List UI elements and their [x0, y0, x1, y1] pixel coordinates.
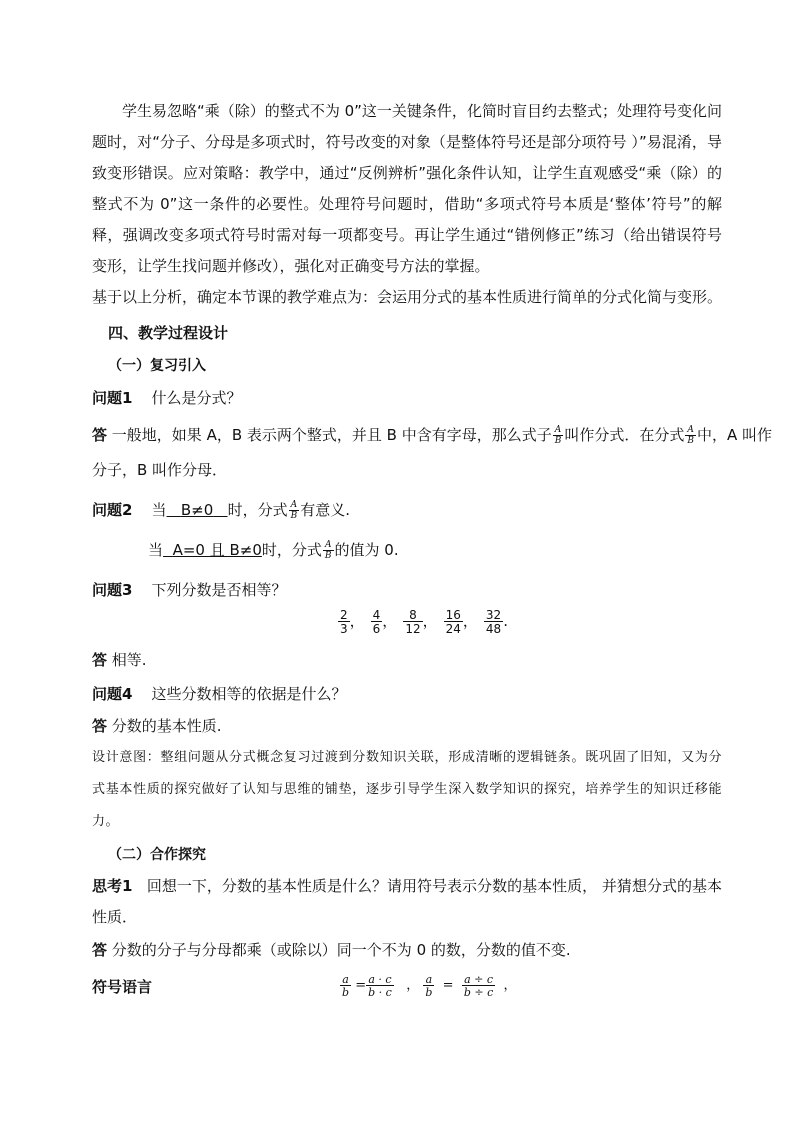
- question-2-label: 问题2: [92, 501, 133, 519]
- fraction-item: $\frac{16}{24}$: [445, 607, 461, 636]
- answer-1-line-2: 分子，B 叫作分母．: [92, 461, 228, 479]
- fraction-separator: ，: [382, 612, 398, 630]
- think-1-label: 思考1: [92, 877, 133, 895]
- fraction-item: $\frac{4}{6}$: [372, 607, 381, 636]
- answer-3-text: 相等.: [111, 651, 147, 669]
- question-3: [92, 578, 287, 602]
- fraction-item: $\frac{8}{12}$: [405, 607, 421, 636]
- answer-1-text-3: 中，A 叫作: [696, 426, 773, 444]
- answer-4: [92, 714, 222, 738]
- answer-1-line-1: [92, 423, 772, 447]
- question-2-text-mid: 时，分式: [227, 501, 288, 519]
- question-2-text-pre: 当: [151, 501, 167, 519]
- fraction-ac-over-bc: $\frac{a \cdot c}{b \cdot c}$: [368, 972, 392, 999]
- answer-blank-2: A=0 且 B≠0: [172, 541, 262, 559]
- question-2b-text-post: 的值为 0.: [334, 541, 399, 559]
- equals-sign: =: [355, 978, 367, 993]
- fraction-sequence: [338, 604, 514, 638]
- fraction-separator: ，: [462, 612, 478, 630]
- answer-1-label: 答: [92, 426, 108, 444]
- fraction-a-div-c-over-b-div-c: $\frac{a \div c}{b \div c}$: [463, 972, 494, 999]
- answer-3-label: 答: [92, 651, 108, 669]
- symbol-language-label: 符号语言: [92, 978, 153, 996]
- question-1-label: 问题1: [92, 389, 133, 407]
- symbol-language-formula: [340, 964, 517, 1008]
- question-4-label: 问题4: [92, 685, 133, 703]
- design-intent: 设计意图：整组问题从分式概念复习过渡到分数知识关联，形成清晰的逻辑链条。既巩固了旧知，又为分式基本性质的探究做好了认知与思维的铺垫，逐步引导学生深入数学知识的探究，培养学生的知识迁移能力。: [92, 750, 722, 829]
- question-3-label: 问题3: [92, 581, 133, 599]
- subsection-2-title: （二）合作探究: [108, 847, 206, 863]
- answer-1-text-1: 一般地，如果 A，B 表示两个整式，并且 B 中含有字母，那么式子: [111, 426, 552, 444]
- answer-5-label: 答: [92, 941, 108, 959]
- fraction-separator: ，: [422, 612, 438, 630]
- think-1: [92, 871, 722, 933]
- intro-paragraph-2: 基于以上分析，确定本节课的教学难点为：会运用分式的基本性质进行简单的分式化简与变形。: [92, 288, 723, 306]
- question-2-text-post: 有意义.: [300, 501, 350, 519]
- fraction-a-over-b: $\frac{A}{B}$: [554, 424, 562, 446]
- comma: ，: [406, 978, 420, 993]
- comma: ，: [503, 978, 517, 993]
- fraction-a-over-b: $\frac{A}{B}$: [324, 539, 332, 561]
- equals-sign: =: [442, 978, 454, 993]
- question-1: [92, 386, 242, 410]
- fraction-a-over-b-sym: $\frac{a}{b}$: [342, 972, 350, 999]
- question-2b-text-mid: 时，分式: [261, 541, 322, 559]
- question-2-part-b: [148, 538, 399, 562]
- question-4-text: 这些分数相等的依据是什么？: [151, 685, 347, 703]
- question-2: [92, 498, 350, 522]
- answer-4-label: 答: [92, 717, 108, 735]
- question-1-text: 什么是分式？: [151, 389, 242, 407]
- question-4: [92, 682, 347, 706]
- intro-paragraph-1: 学生易忽略“乘（除）的整式不为 0”这一关键条件，化简时盲目约去整式；处理符号变化问题时，对“分子、分母是多项式时，符号改变的对象（是整体符号还是部分项符号 ）”易混淆，导致变形错误。应对策略：教学中，通过“反例辨析”强化条件认知，让学生直观感受“乘（除）的整式不为 0”这一条件的必要性。处理符号问题时，借助“多项式符号本质是‘整体’符号”的解释，强调改变多项式符号时需对每一项都变号。再让学生通过“错例修正”练习（给出错误符号变形，让学生找问题并修改），强化对正确变号方法的掌握。: [92, 102, 722, 275]
- fraction-a-over-b-sym: $\frac{a}{b}$: [425, 972, 433, 999]
- section-4-title: 四、教学过程设计: [108, 324, 229, 342]
- fraction-separator: ，: [349, 612, 365, 630]
- fraction-separator: .: [503, 612, 508, 630]
- think-1-text: 回想一下，分数的基本性质是什么？请用符号表示分数的基本性质， 并猜想分式的基本性质．: [92, 877, 722, 926]
- answer-3: [92, 648, 147, 672]
- question-3-text: 下列分数是否相等？: [151, 581, 287, 599]
- answer-blank-1: B≠0: [180, 501, 214, 519]
- fraction-a-over-b: $\frac{A}{B}$: [290, 499, 298, 521]
- answer-4-text: 分数的基本性质.: [111, 717, 222, 735]
- fraction-a-over-b: $\frac{A}{B}$: [687, 424, 694, 446]
- fraction-item: $\frac{32}{48}$: [485, 607, 502, 636]
- answer-5: [92, 938, 571, 962]
- answer-5-text: 分数的分子与分母都乘（或除以）同一个不为 0 的数，分数的值不变.: [111, 941, 571, 959]
- question-2b-text-pre: 当: [148, 541, 164, 559]
- answer-1-text-2: 叫作分式．在分式: [564, 426, 685, 444]
- fraction-item: $\frac{2}{3}$: [340, 607, 348, 636]
- subsection-1-title: （一）复习引入: [108, 358, 206, 374]
